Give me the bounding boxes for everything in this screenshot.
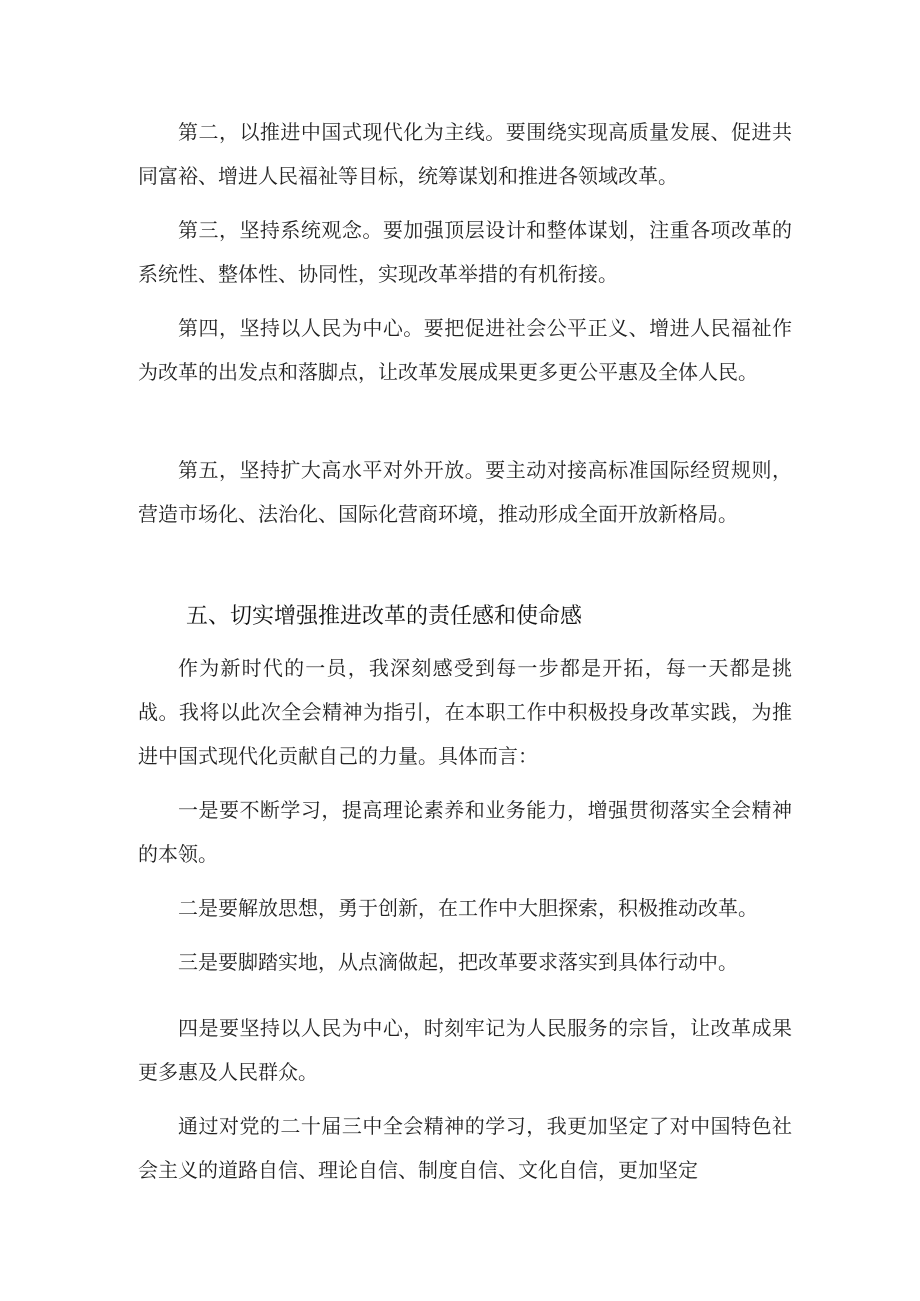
paragraph-point-one: 一是要不断学习，提高理论素养和业务能力，增强贯彻落实全会精神的本领。 <box>138 798 792 866</box>
paragraph-fifth-point: 第五，坚持扩大高水平对外开放。要主动对接高标准国际经贸规则，营造市场化、法治化、国际化营商环境，推动形成全面开放新格局。 <box>138 458 792 526</box>
paragraph-point-two: 二是要解放思想，勇于创新，在工作中大胆探索，积极推动改革。 <box>178 896 758 920</box>
paragraph-point-four: 四是要坚持以人民为中心，时刻牢记为人民服务的宗旨，让改革成果更多惠及人民群众。 <box>138 1016 792 1084</box>
section-heading: 五、切实增强推进改革的责任感和使命感 <box>186 604 583 629</box>
paragraph-intro: 作为新时代的一员，我深刻感受到每一步都是开拓，每一天都是挑战。我将以此次全会精神为指引，在本职工作中积极投身改革实践，为推进中国式现代化贡献自己的力量。具体而言： <box>138 656 792 768</box>
paragraph-conclusion: 通过对党的二十届三中全会精神的学习，我更加坚定了对中国特色社会主义的道路自信、理论自信、制度自信、文化自信，更加坚定 <box>138 1114 792 1182</box>
paragraph-third-point: 第三，坚持系统观念。要加强顶层设计和整体谋划，注重各项改革的系统性、整体性、协同性，实现改革举措的有机衔接。 <box>138 218 792 286</box>
paragraph-second-point: 第二，以推进中国式现代化为主线。要围绕实现高质量发展、促进共同富裕、增进人民福祉等目标，统筹谋划和推进各领域改革。 <box>138 120 792 188</box>
paragraph-fourth-point: 第四，坚持以人民为中心。要把促进社会公平正义、增进人民福祉作为改革的出发点和落脚点，让改革发展成果更多更公平惠及全体人民。 <box>138 316 792 384</box>
paragraph-point-three: 三是要脚踏实地，从点滴做起，把改革要求落实到具体行动中。 <box>178 950 738 974</box>
